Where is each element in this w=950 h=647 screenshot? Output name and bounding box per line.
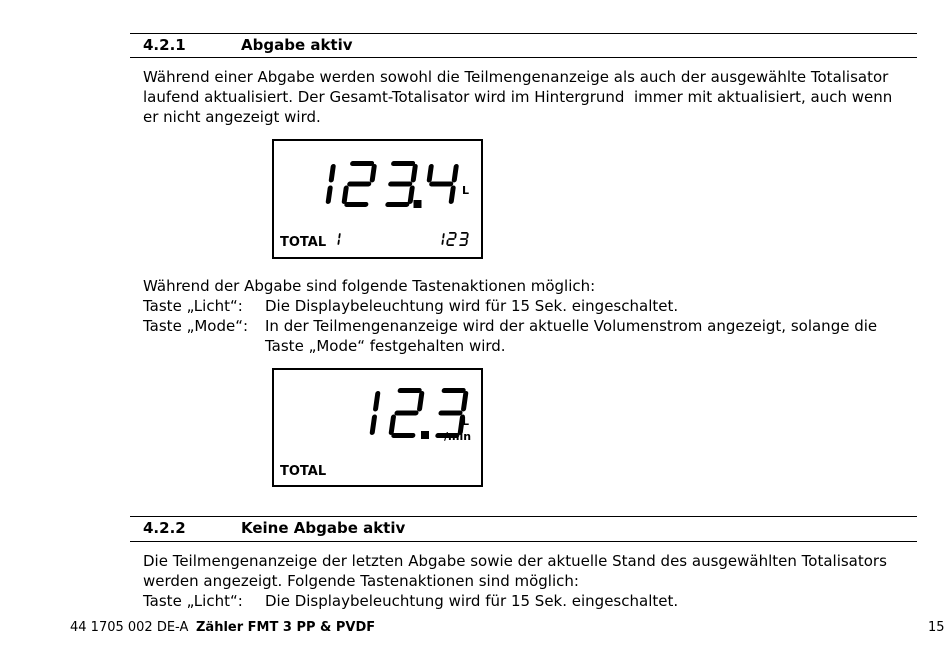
section-number: 4.2.2: [143, 519, 186, 537]
total-label: TOTAL: [280, 464, 327, 479]
section-top-rule: [130, 516, 917, 517]
section-paragraph: Die Teilmengenanzeige der letzten Abgabe sowie der aktuelle Stand des ausgewählten Totalisators werden angezeigt. Folgende Tastenaktionen sind möglich:: [143, 552, 887, 590]
keys-intro: Während der Abgabe sind folgende Tastenaktionen möglich:: [143, 277, 596, 295]
section-top-rule: [130, 33, 917, 34]
key-description-cont: Taste „Mode“ festgehalten wird.: [265, 337, 506, 355]
section-heading-underline: [130, 541, 917, 542]
footer-doc-number: 44 1705 002 DE-A: [70, 620, 189, 635]
key-name: Taste „Mode“:: [143, 317, 249, 335]
key-description: In der Teilmengenanzeige wird der aktuelle Volumenstrom angezeigt, solange die: [265, 317, 878, 335]
unit-sub-label: /min: [444, 430, 472, 443]
unit-label: L: [462, 184, 470, 197]
main-digit: [385, 161, 418, 207]
decimal-point: [421, 431, 429, 439]
lcd-display-graphic: [274, 370, 481, 485]
footer-doc-title: Zähler FMT 3 PP & PVDF: [196, 620, 376, 635]
total-value-digit: [441, 233, 444, 245]
main-digit: [423, 164, 459, 204]
section-number: 4.2.1: [143, 36, 186, 54]
total-value-digit: [459, 232, 469, 246]
section-heading-underline: [130, 57, 917, 58]
total-index-digit: [337, 233, 340, 245]
unit-label: L: [462, 415, 470, 428]
main-digit: [325, 164, 336, 204]
key-description: Die Displaybeleuchtung wird für 15 Sek. eingeschaltet.: [265, 592, 679, 610]
lcd-display-graphic: [274, 141, 481, 257]
footer-page-number: 15: [928, 620, 945, 635]
section-title: Keine Abgabe aktiv: [241, 519, 406, 537]
decimal-point: [414, 200, 422, 208]
section-title: Abgabe aktiv: [241, 36, 353, 54]
lcd-display-volume: [272, 139, 483, 259]
key-description: Die Displaybeleuchtung wird für 15 Sek. eingeschaltet.: [265, 297, 679, 315]
section-paragraph: Während einer Abgabe werden sowohl die Teilmengenanzeige als auch der ausgewählte Totalisator laufend aktualisiert. Der Gesamt-Totalisator wird im Hintergrund immer mit aktualisiert, auch wenn er nicht angezeigt wird.: [143, 68, 893, 126]
total-label: TOTAL: [280, 235, 327, 250]
lcd-display-flowrate: [272, 368, 483, 487]
main-digit: [388, 388, 425, 438]
main-digit: [369, 391, 380, 435]
total-value-digit: [446, 232, 457, 246]
main-digit: [341, 161, 377, 207]
key-name: Taste „Licht“:: [143, 297, 243, 315]
key-name: Taste „Licht“:: [143, 592, 243, 610]
